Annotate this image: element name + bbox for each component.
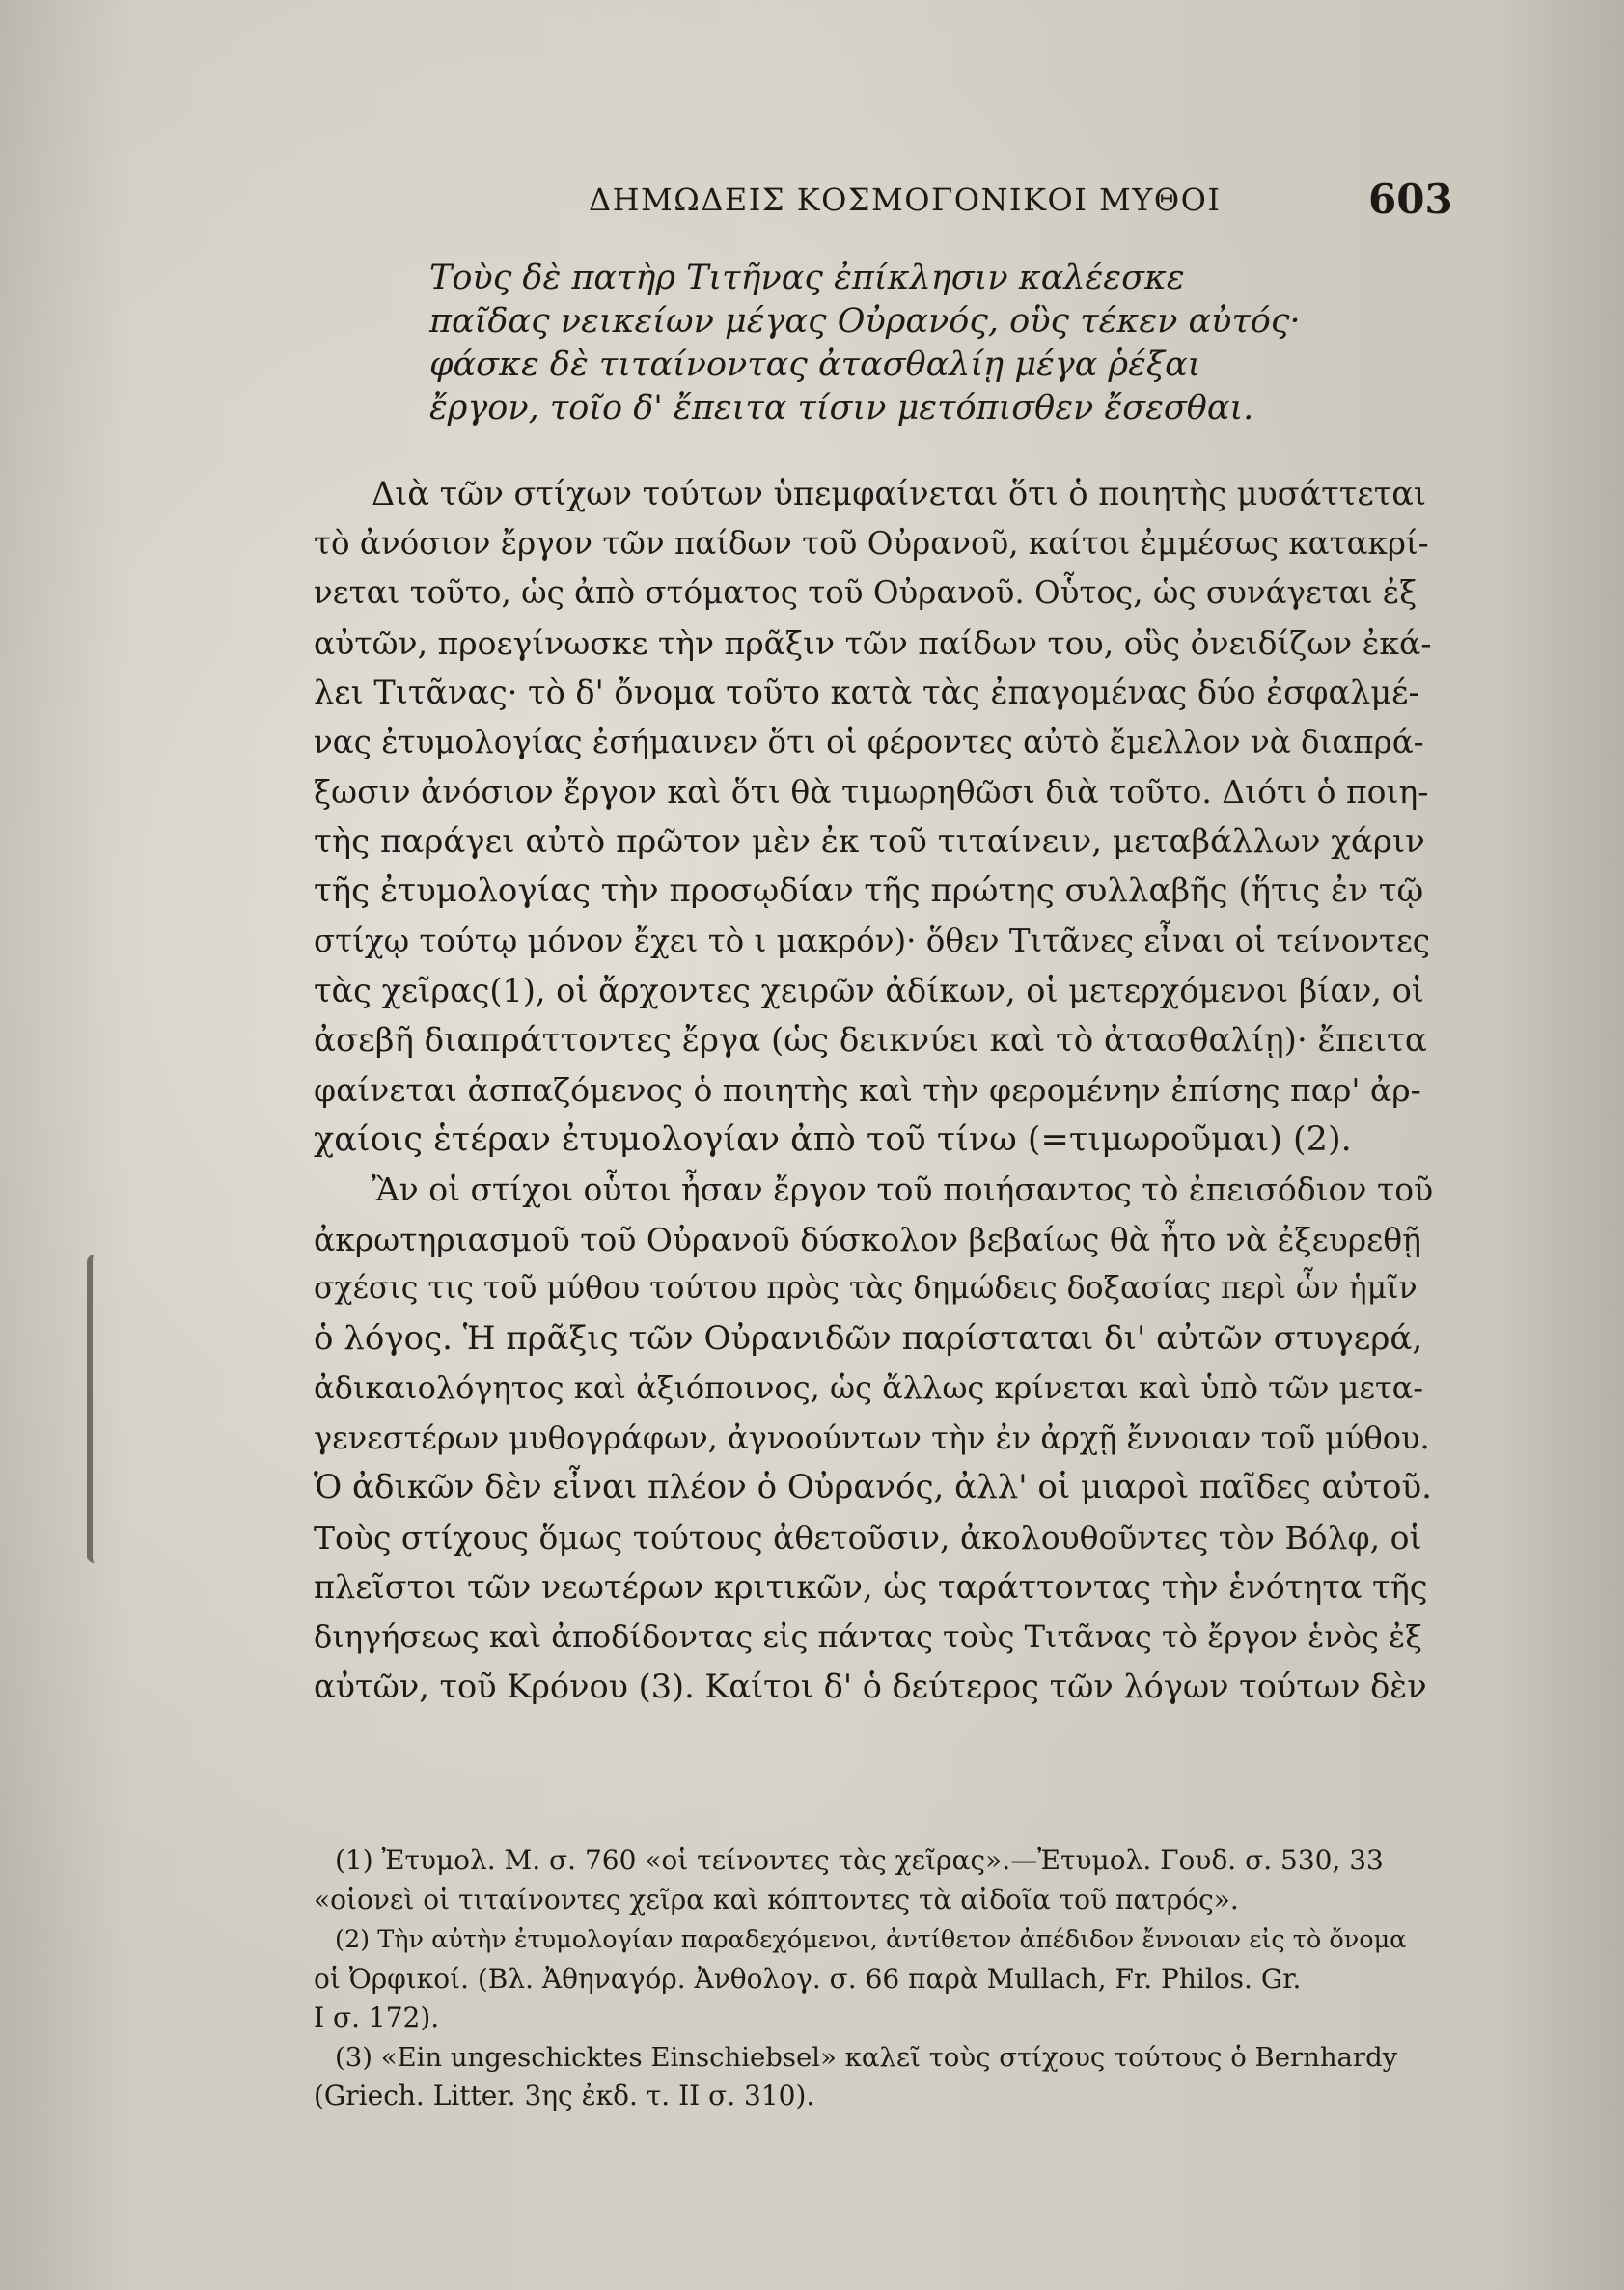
verse-line: Τοὺς δὲ πατὴρ Τιτῆνας ἐπίκλησιν καλέεσκε <box>429 259 1185 297</box>
text-line: χαίοις ἑτέραν ἐτυμολογίαν ἀπὸ τοῦ τίνω (=τιμωροῦμαι) (2). <box>314 1119 1352 1159</box>
verse-line: παῖδας νεικείων μέγας Οὐρανός, οὓς τέκεν αὐτός· <box>429 302 1301 341</box>
text-line: Διὰ τῶν στίχων τούτων ὑπεμφαίνεται ὅτι ὁ ποιητὴς μυσάττεται <box>372 475 1426 512</box>
verse-line: ἔργον, τοῖο δ' ἔπειτα τίσιν μετόπισθεν ἔσεσθαι. <box>429 389 1254 428</box>
text-line: ἀσεβῆ διαπράττοντες ἔργα (ὡς δεικνύει καὶ τὸ ἀτασθαλίῃ)· ἔπειτα <box>314 1020 1427 1060</box>
verse-quotation <box>429 257 1472 430</box>
text-line: ξωσιν ἀνόσιον ἔργον καὶ ὅτι θὰ τιμωρηθῶσι διὰ τοῦτο. Διότι ὁ ποιη- <box>314 773 1429 811</box>
text-line: διηγήσεως καὶ ἀποδίδοντας εἰς πάντας τοὺς Τιτᾶνας τὸ ἔργον ἑνὸς ἐξ <box>314 1617 1422 1655</box>
text-line: Τοὺς στίχους ὅμως τούτους ἀθετοῦσιν, ἀκολουθοῦντες τὸν Βόλφ, οἱ <box>314 1518 1422 1557</box>
footnote-line: (Griech. Litter. 3ης ἐκδ. τ. II σ. 310). <box>314 2080 815 2111</box>
verse-line: φάσκε δὲ τιταίνοντας ἀτασθαλίῃ μέγα ῥέξαι <box>429 345 1201 384</box>
body-text <box>314 469 1433 1712</box>
text-line: ὁ λόγος. Ἡ πρᾶξις τῶν Οὐρανιδῶν παρίσταται δι' αὐτῶν στυγερά, <box>314 1318 1423 1358</box>
page-header <box>0 176 1624 239</box>
footnote-line: (1) Ἐτυμολ. Μ. σ. 760 «οἱ τείνοντες τὰς χεῖρας».—Ἐτυμολ. Γουδ. σ. 530, 33 <box>335 1844 1384 1876</box>
text-line: αὐτῶν, τοῦ Κρόνου (3). Καίτοι δ' ὁ δεύτερος τῶν λόγων τούτων δὲν <box>314 1668 1427 1705</box>
text-line: Ὁ ἀδικῶν δὲν εἶναι πλέον ὁ Οὐρανός, ἀλλ' οἱ μιαροὶ παῖδες αὐτοῦ. <box>314 1468 1432 1506</box>
footnote-line: (2) Τὴν αὐτὴν ἐτυμολογίαν παραδεχόμενοι, ἀντίθετον ἀπέδιδον ἔννοιαν εἰς τὸ ὄνομα <box>335 1925 1407 1954</box>
footnotes <box>314 1841 1433 2116</box>
text-line: ἀδικαιολόγητος καὶ ἀξιόποινος, ὡς ἄλλως κρίνεται καὶ ὑπὸ τῶν μετα- <box>314 1369 1424 1406</box>
text-line: νεται τοῦτο, ὡς ἀπὸ στόματος τοῦ Οὐρανοῦ. Οὗτος, ὡς συνάγεται ἐξ <box>314 574 1418 611</box>
text-line: Ἂν οἱ στίχοι οὗτοι ἦσαν ἔργον τοῦ ποιήσαντος τὸ ἐπεισόδιον τοῦ <box>372 1171 1434 1208</box>
text-line: αὐτῶν, προεγίνωσκε τὴν πρᾶξιν τῶν παίδων του, οὓς ὀνειδίζων ἐκά- <box>314 623 1432 662</box>
page-number: 603 <box>1368 176 1453 223</box>
text-line: φαίνεται ἀσπαζόμενος ὁ ποιητὴς καὶ τὴν φερομένην ἐπίσης παρ' ἀρ- <box>314 1071 1421 1109</box>
text-line: στίχῳ τούτῳ μόνον ἔχει τὸ ι μακρόν)· ὅθεν Τιτᾶνες εἶναι οἱ τείνοντες <box>314 922 1430 959</box>
text-line: ἀκρωτηριασμοῦ τοῦ Οὐρανοῦ δύσκολον βεβαίως θὰ ἦτο νὰ ἐξευρεθῇ <box>314 1220 1421 1258</box>
text-line: γενεστέρων μυθογράφων, ἀγνοούντων τὴν ἐν ἀρχῇ ἔννοιαν τοῦ μύθου. <box>314 1419 1430 1456</box>
binding-shadow <box>87 1255 110 1563</box>
text-line: λει Τιτᾶνας· τὸ δ' ὄνομα τοῦτο κατὰ τὰς ἐπαγομένας δύο ἐσφαλμέ- <box>314 674 1419 711</box>
text-line: τὰς χεῖρας(1), οἱ ἄρχοντες χειρῶν ἀδίκων, οἱ μετερχόμενοι βίαν, οἱ <box>314 972 1424 1009</box>
text-line: νας ἐτυμολογίας ἐσήμαινεν ὅτι οἱ φέροντες αὐτὸ ἔμελλον νὰ διαπρά- <box>314 723 1424 760</box>
text-line: τὸ ἀνόσιον ἔργον τῶν παίδων τοῦ Οὐρανοῦ, καίτοι ἐμμέσως κατακρί- <box>314 524 1429 562</box>
text-line: σχέσις τις τοῦ μύθου τούτου πρὸς τὰς δημώδεις δοξασίας περὶ ὧν ἡμῖν <box>314 1271 1418 1306</box>
text-line: τὴς παράγει αὐτὸ πρῶτον μὲν ἐκ τοῦ τιταίνειν, μεταβάλλων χάριν <box>314 821 1425 861</box>
footnote-line: (3) «Ein ungeschicktes Einschiebsel» καλεῖ τοὺς στίχους τούτους ὁ Bernhardy <box>335 2041 1398 2073</box>
footnote-line: οἱ Ὀρφικοί. (Βλ. Ἀθηναγόρ. Ἀνθολογ. σ. 66 παρὰ Mullach, Fr. Philos. Gr. <box>314 1962 1302 1995</box>
footnote-line: «οἱονεὶ οἱ τιταίνοντες χεῖρα καὶ κόπτοντες τὰ αἰδοῖα τοῦ πατρός». <box>314 1883 1239 1916</box>
text-line: πλεῖστοι τῶν νεωτέρων κριτικῶν, ὡς ταράττοντας τὴν ἑνότητα τῆς <box>314 1568 1428 1606</box>
footnote-line: I σ. 172). <box>314 2001 440 2033</box>
text-line: τῆς ἐτυμολογίας τὴν προσῳδίαν τῆς πρώτης συλλαβῆς (ἥτις ἐν τῷ <box>314 871 1424 910</box>
running-title: ΔΗΜΩΔΕΙΣ ΚΟΣΜΟΓΟΝΙΚΟΙ ΜΥΘΟΙ <box>589 181 1222 218</box>
